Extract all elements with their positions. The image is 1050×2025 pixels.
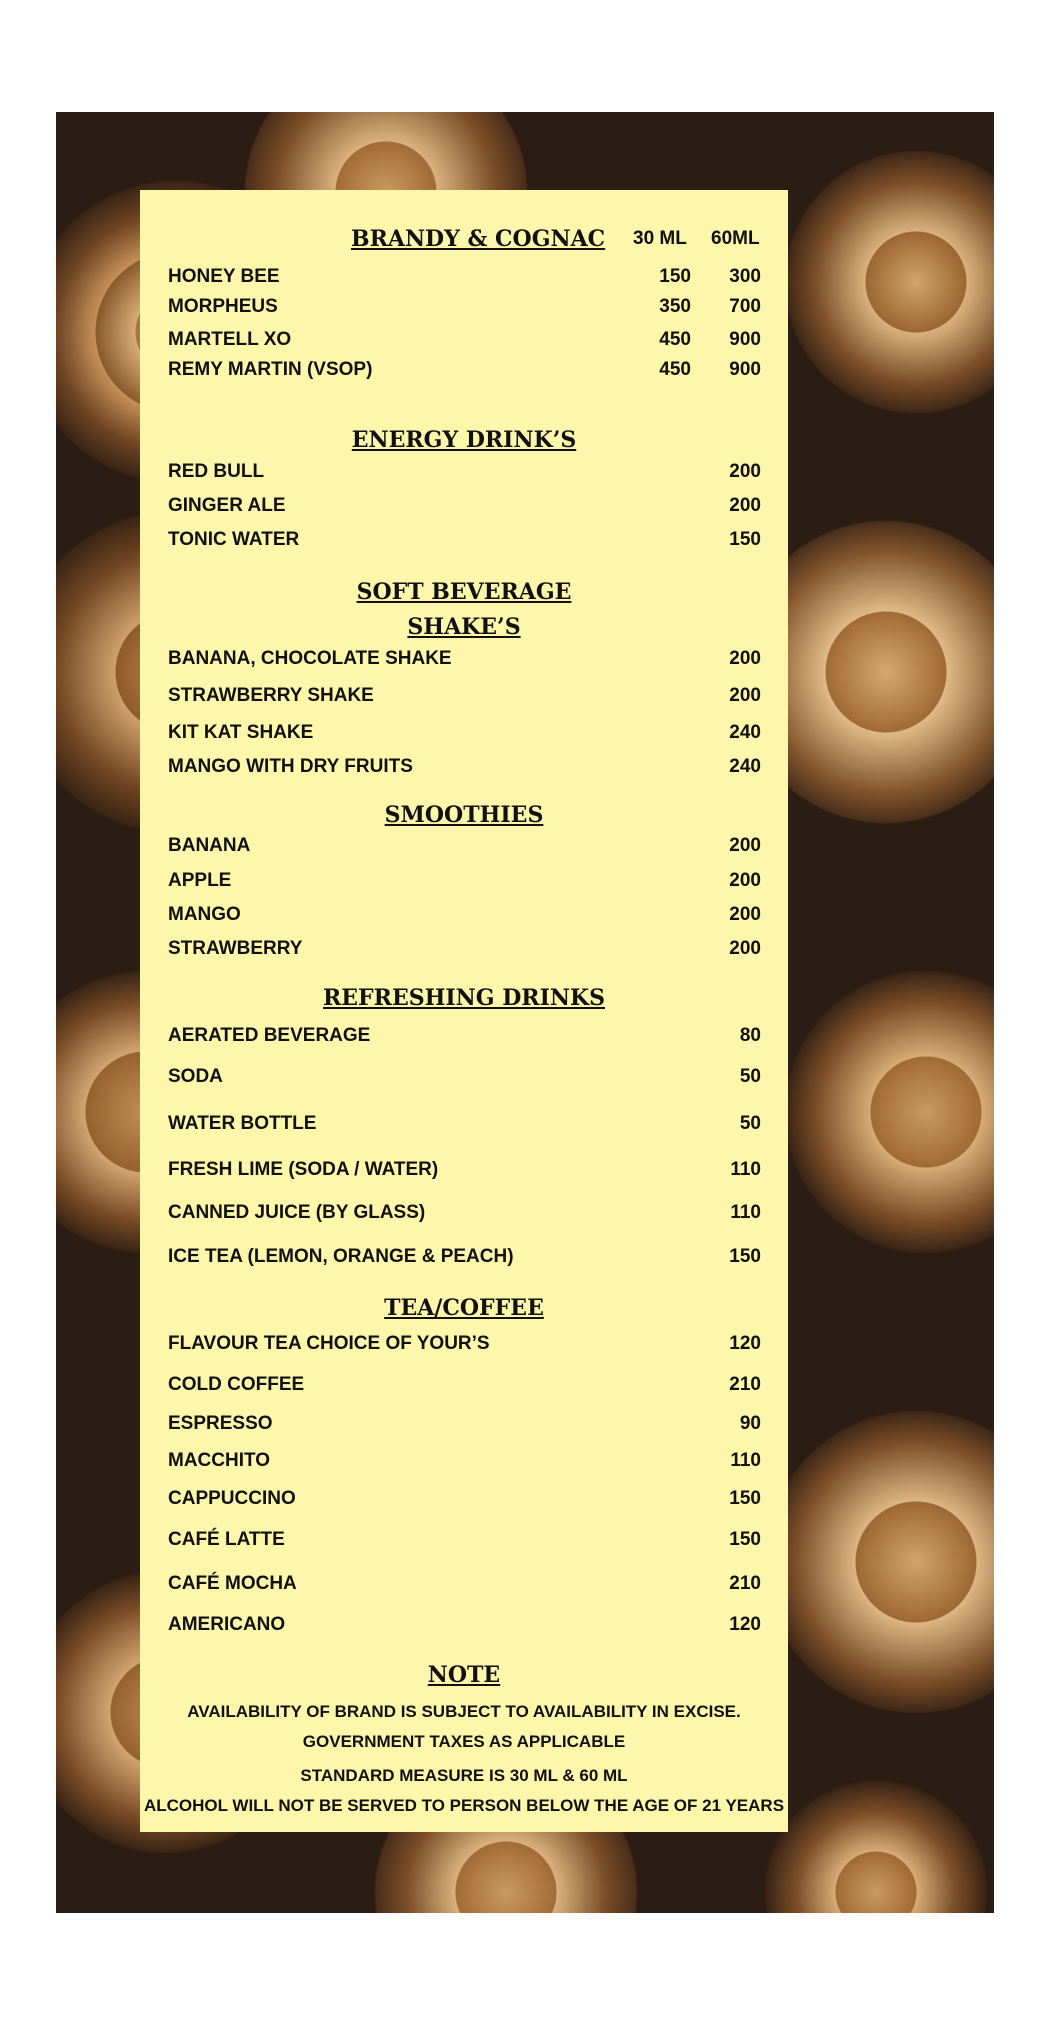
menu-item-name: FLAVOUR TEA CHOICE OF YOUR’S [168,1333,490,1354]
shakes-subheading: SHAKE’S [407,614,521,640]
menu-item-name: GINGER ALE [168,495,286,516]
menu-item-name: COLD COFFEE [168,1374,305,1395]
menu-item-name: MANGO [168,904,241,925]
menu-item-price: 50 [739,1113,761,1134]
energy-heading: ENERGY DRINK’S [351,427,577,453]
menu-item-name: MACCHITO [168,1450,271,1471]
menu-item-price: 200 [729,495,761,516]
menu-item-name: HONEY BEE [168,266,280,287]
brandy-col-60ml: 60ML [711,228,760,249]
menu-item-name: CAPPUCCINO [168,1488,296,1509]
menu-item-name: CAFÉ LATTE [168,1529,285,1550]
menu-item-name: APPLE [168,870,232,891]
menu-item-price-30: 350 [659,296,691,317]
menu-item-price: 240 [729,756,761,777]
menu-item-price: 210 [729,1573,761,1594]
menu-item-name: REMY MARTIN (VSOP) [168,359,373,380]
menu-item-price: 150 [729,1529,761,1550]
menu-item-price: 150 [729,1488,761,1509]
menu-item-name: MANGO WITH DRY FRUITS [168,756,413,777]
menu-item-price-60: 300 [729,266,761,287]
soft-beverage-heading: SOFT BEVERAGE [356,579,572,605]
menu-item-name: RED BULL [168,461,265,482]
menu-item-name: MARTELL XO [168,329,292,350]
note-heading: NOTE [427,1662,501,1688]
menu-item-price: 200 [729,835,761,856]
menu-item-price: 200 [729,648,761,669]
menu-item-price: 150 [729,1246,761,1267]
tea-coffee-heading: TEA/COFFEE [384,1295,544,1321]
note-line: STANDARD MEASURE IS 30 ML & 60 ML [300,1766,628,1785]
menu-item-name: STRAWBERRY SHAKE [168,685,374,706]
menu-item-price: 200 [729,870,761,891]
menu-item-price-30: 150 [659,266,691,287]
menu-item-price: 200 [729,938,761,959]
refreshing-heading: REFRESHING DRINKS [322,985,605,1011]
menu-item-name: BANANA, CHOCOLATE SHAKE [168,648,452,669]
brandy-col-30ml: 30 ML [633,228,687,249]
menu-item-name: ESPRESSO [168,1413,273,1434]
menu-item-price-60: 900 [729,359,761,380]
menu-item-name: WATER BOTTLE [168,1113,317,1134]
menu-item-name: TONIC WATER [168,529,300,550]
menu-item-name: MORPHEUS [168,296,278,317]
menu-item-name: STRAWBERRY [168,938,303,959]
note-line: GOVERNMENT TAXES AS APPLICABLE [302,1732,626,1751]
menu-item-name: FRESH LIME (SODA / WATER) [168,1159,439,1180]
menu-item-name: KIT KAT SHAKE [168,722,314,743]
menu-item-price: 120 [729,1614,761,1635]
menu-item-price: 240 [729,722,761,743]
note-line: AVAILABILITY OF BRAND IS SUBJECT TO AVAILABILITY IN EXCISE. [187,1702,741,1721]
brandy-heading: BRANDY & COGNAC [351,226,606,252]
menu-item-price: 50 [739,1066,761,1087]
menu-item-price: 200 [729,461,761,482]
menu-item-name: ICE TEA (LEMON, ORANGE & PEACH) [168,1246,514,1267]
menu-item-price: 110 [730,1450,761,1471]
note-line: ALCOHOL WILL NOT BE SERVED TO PERSON BELOW THE AGE OF 21 YEARS [143,1796,785,1815]
menu-item-price-30: 450 [659,329,691,350]
menu-item-price-60: 900 [729,329,761,350]
smoothies-heading: SMOOTHIES [384,802,544,828]
menu-item-name: BANANA [168,835,251,856]
menu-item-name: SODA [168,1066,223,1087]
menu-item-price: 110 [730,1202,761,1223]
menu-item-price: 110 [730,1159,761,1180]
menu-item-price: 210 [729,1374,761,1395]
menu-item-name: CANNED JUICE (BY GLASS) [168,1202,426,1223]
menu-item-name: AMERICANO [168,1614,286,1635]
menu-item-name: AERATED BEVERAGE [168,1025,371,1046]
menu-item-price: 120 [729,1333,761,1354]
menu-item-price: 80 [739,1025,761,1046]
menu-item-price: 200 [729,685,761,706]
menu-item-price-30: 450 [659,359,691,380]
menu-item-price: 90 [739,1413,761,1434]
menu-item-price: 150 [729,529,761,550]
menu-item-price: 200 [729,904,761,925]
menu-item-name: CAFÉ MOCHA [168,1573,297,1594]
menu-item-price-60: 700 [729,296,761,317]
